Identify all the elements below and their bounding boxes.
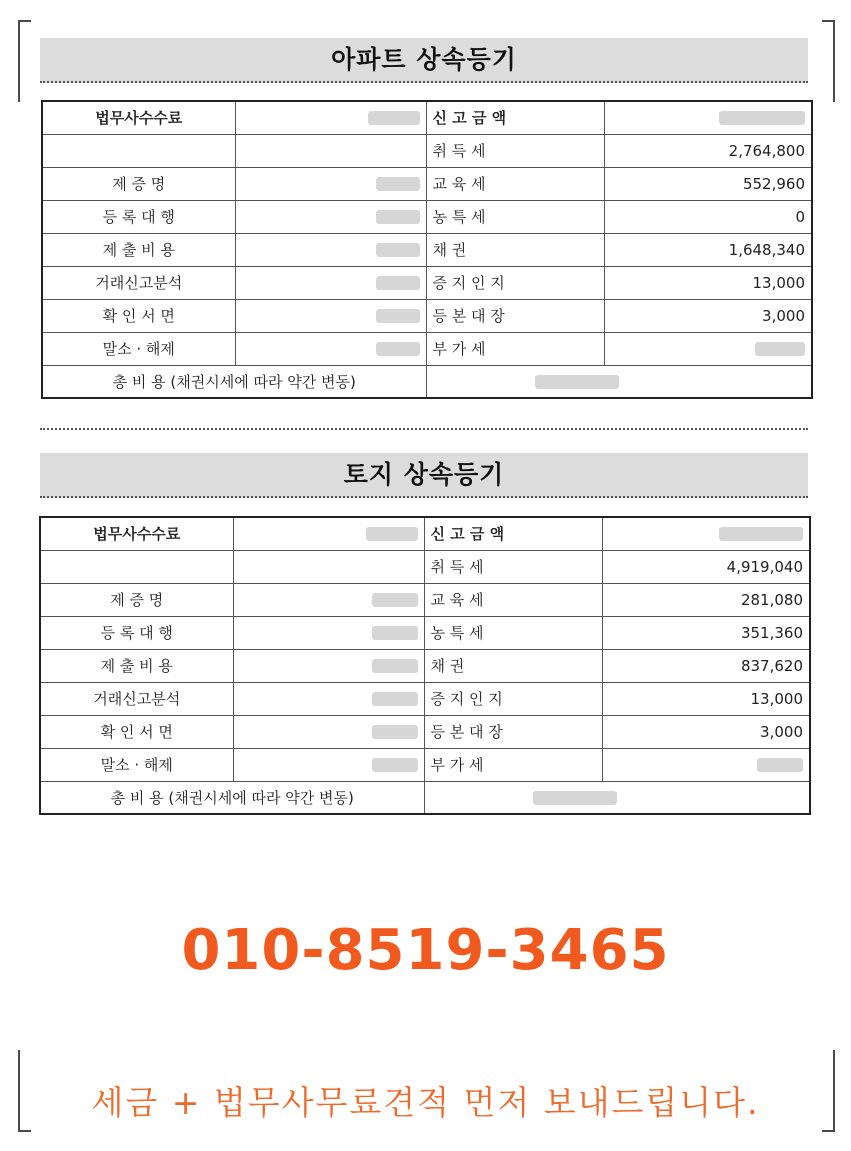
row-value: 2,764,800 (604, 134, 812, 167)
row-label: 말소 · 해제 (40, 748, 233, 781)
table-row (42, 299, 812, 332)
table-row (42, 266, 812, 299)
table-row (40, 715, 810, 748)
table-row (40, 649, 810, 682)
row-label: 등 록 대 행 (40, 616, 233, 649)
row-value: 552,960 (604, 167, 812, 200)
row-label: 신 고 금 액 (426, 101, 604, 134)
row-value: 13,000 (604, 266, 812, 299)
redacted-value (233, 517, 424, 550)
table-row (42, 233, 812, 266)
row-label: 교 육 세 (424, 583, 602, 616)
table-row (42, 332, 812, 365)
row-label: 채 권 (424, 649, 602, 682)
row-label: 거래신고분석 (40, 682, 233, 715)
row-value: 0 (604, 200, 812, 233)
redacted-value (233, 649, 424, 682)
redacted-value (235, 299, 426, 332)
row-label: 말소 · 해제 (42, 332, 235, 365)
row-value: 281,080 (602, 583, 810, 616)
row-value: 3,000 (602, 715, 810, 748)
table-row (40, 583, 810, 616)
table-row (42, 134, 812, 167)
table-row (42, 101, 812, 134)
redacted-value (235, 200, 426, 233)
row-label (40, 550, 233, 583)
table-row (40, 550, 810, 583)
row-label: 확 인 서 면 (42, 299, 235, 332)
table-row (40, 616, 810, 649)
table-row-total (40, 781, 810, 814)
redacted-value (604, 101, 812, 134)
redacted-value (235, 266, 426, 299)
row-label: 부 가 세 (424, 748, 602, 781)
redacted-value (233, 715, 424, 748)
redacted-total-value (426, 365, 812, 398)
row-label: 제 증 명 (42, 167, 235, 200)
row-value: 351,360 (602, 616, 810, 649)
row-label: 제 출 비 용 (40, 649, 233, 682)
redacted-total-value (424, 781, 810, 814)
table-row (40, 517, 810, 550)
row-label: 취 득 세 (424, 550, 602, 583)
table-row (42, 200, 812, 233)
redacted-value (233, 616, 424, 649)
row-label: 법무사수수료 (42, 101, 235, 134)
redacted-value (235, 332, 426, 365)
row-label (42, 134, 235, 167)
corner-bracket-top-left (18, 20, 31, 102)
table-row-total (42, 365, 812, 398)
corner-bracket-top-right (822, 20, 835, 102)
total-label: 총 비 용 (채권시세에 따라 약간 변동) (42, 365, 426, 398)
row-value: 1,648,340 (604, 233, 812, 266)
total-label: 총 비 용 (채권시세에 따라 약간 변동) (40, 781, 424, 814)
redacted-value (602, 517, 810, 550)
table-row (40, 682, 810, 715)
row-label: 증 지 인 지 (426, 266, 604, 299)
redacted-value (235, 167, 426, 200)
row-value (235, 134, 426, 167)
row-value (233, 550, 424, 583)
row-label: 채 권 (426, 233, 604, 266)
row-label: 법무사수수료 (40, 517, 233, 550)
row-label: 부 가 세 (426, 332, 604, 365)
row-value: 4,919,040 (602, 550, 810, 583)
table-row (42, 167, 812, 200)
redacted-value (233, 583, 424, 616)
redacted-value (233, 748, 424, 781)
row-value: 13,000 (602, 682, 810, 715)
land-section-title: 토지 상속등기 (40, 453, 808, 498)
apartment-fee-table (41, 100, 813, 399)
redacted-value (604, 332, 812, 365)
row-value: 837,620 (602, 649, 810, 682)
row-label: 취 득 세 (426, 134, 604, 167)
footer-tagline: 세금 + 법무사무료견적 먼저 보내드립니다. (91, 1083, 760, 1122)
row-value: 3,000 (604, 299, 812, 332)
redacted-value (235, 233, 426, 266)
table-row (40, 748, 810, 781)
row-label: 확 인 서 면 (40, 715, 233, 748)
row-label: 등 본 대 장 (424, 715, 602, 748)
row-label: 등 본 대 장 (426, 299, 604, 332)
section-separator (40, 428, 808, 430)
row-label: 거래신고분석 (42, 266, 235, 299)
redacted-value (602, 748, 810, 781)
row-label: 증 지 인 지 (424, 682, 602, 715)
row-label: 제 출 비 용 (42, 233, 235, 266)
redacted-value (233, 682, 424, 715)
row-label: 등 록 대 행 (42, 200, 235, 233)
redacted-value (235, 101, 426, 134)
row-label: 농 특 세 (426, 200, 604, 233)
phone-number: 010-8519-3465 (181, 918, 670, 983)
row-label: 제 증 명 (40, 583, 233, 616)
row-label: 농 특 세 (424, 616, 602, 649)
land-fee-table (39, 516, 811, 815)
row-label: 신 고 금 액 (424, 517, 602, 550)
apartment-section-title: 아파트 상속등기 (40, 38, 808, 83)
row-label: 교 육 세 (426, 167, 604, 200)
